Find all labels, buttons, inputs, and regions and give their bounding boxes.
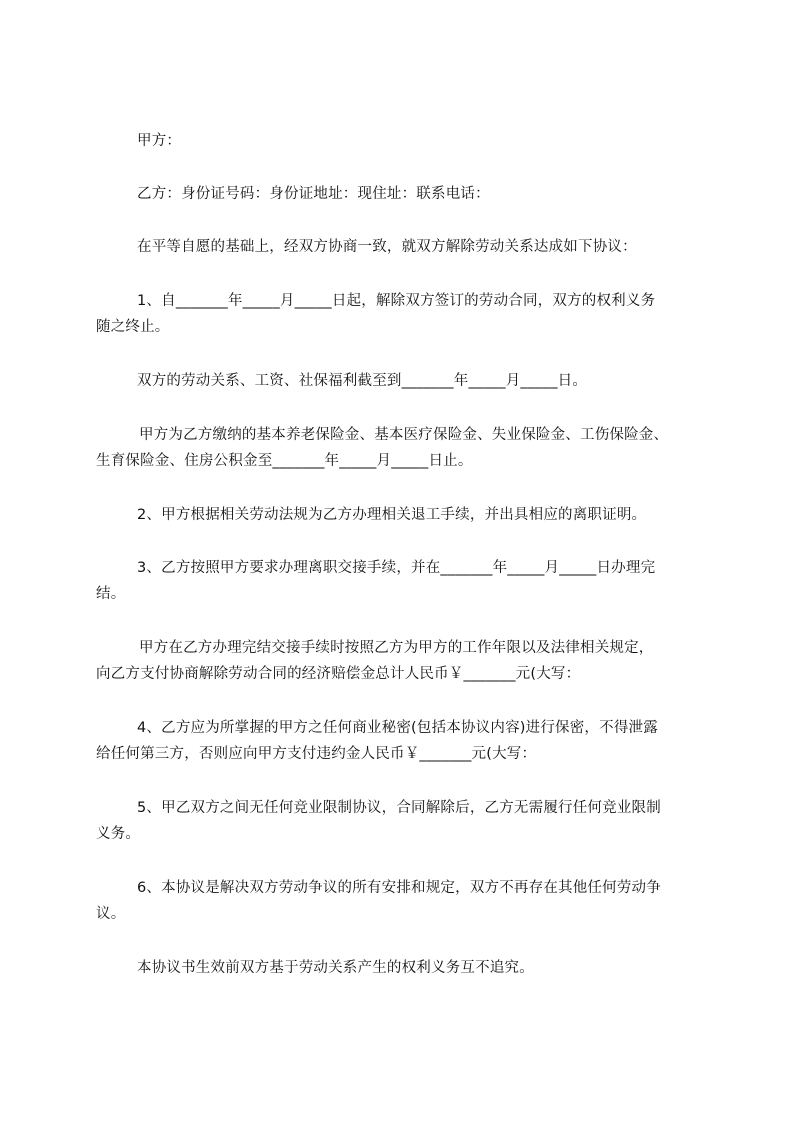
clause-5-line-1: 5、甲乙双方之间无任何竞业限制协议，合同解除后，乙方无需履行任何竞业限制 bbox=[137, 800, 661, 816]
clause-1-wages-text: 双方的劳动关系、工资、社保福利截至到_______年_____月_____日。 bbox=[137, 373, 588, 389]
clause-3-line-2: 结。 bbox=[96, 586, 126, 602]
clause-4-line-2: 给任何第三方，否则应向甲方支付违约金人民币￥_______元(大写： bbox=[96, 746, 537, 762]
clause-6-line-2: 议。 bbox=[96, 906, 126, 922]
clause-6-line-1: 6、本协议是解决双方劳动争议的所有安排和规定，双方不再存在其他任何劳动争 bbox=[137, 880, 661, 896]
clause-3-compensation-line-1: 甲方在乙方办理完结交接手续时按照乙方为甲方的工作年限以及法律相关规定， bbox=[139, 640, 654, 656]
clause-2-text: 2、甲方根据相关劳动法规为乙方办理相关退工手续，并出具相应的离职证明。 bbox=[137, 507, 647, 523]
clause-1-line-2: 随之终止。 bbox=[96, 319, 170, 335]
clause-1-line-1: 1、自_______年_____月_____日起，解除双方签订的劳动合同，双方的权利义务 bbox=[137, 293, 656, 309]
intro-text: 在平等自愿的基础上，经双方协商一致，就双方解除劳动关系达成如下协议： bbox=[137, 239, 637, 255]
clause-1-insurance-line-1: 甲方为乙方缴纳的基本养老保险金、基本医疗保险金、失业保险金、工伤保险金、 bbox=[139, 427, 669, 443]
closing-text: 本协议书生效前双方基于劳动关系产生的权利义务互不追究。 bbox=[137, 960, 534, 976]
clause-3-compensation-line-2: 向乙方支付协商解除劳动合同的经济赔偿金总计人民币￥_______元(大写： bbox=[96, 666, 581, 682]
party-a-label: 甲方： bbox=[137, 133, 182, 149]
clause-4-line-1: 4、乙方应为所掌握的甲方之任何商业秘密(包括本协议内容)进行保密，不得泄露 bbox=[137, 720, 658, 736]
clause-3-line-1: 3、乙方按照甲方要求办理离职交接手续，并在_______年_____月_____日办理完 bbox=[137, 560, 656, 576]
clause-1-insurance-line-2: 生育保险金、住房公积金至_______年_____月_____日止。 bbox=[96, 453, 473, 469]
clause-5-line-2: 义务。 bbox=[96, 826, 141, 842]
party-b-info: 乙方：身份证号码：身份证地址：现住址：联系电话： bbox=[137, 186, 490, 202]
